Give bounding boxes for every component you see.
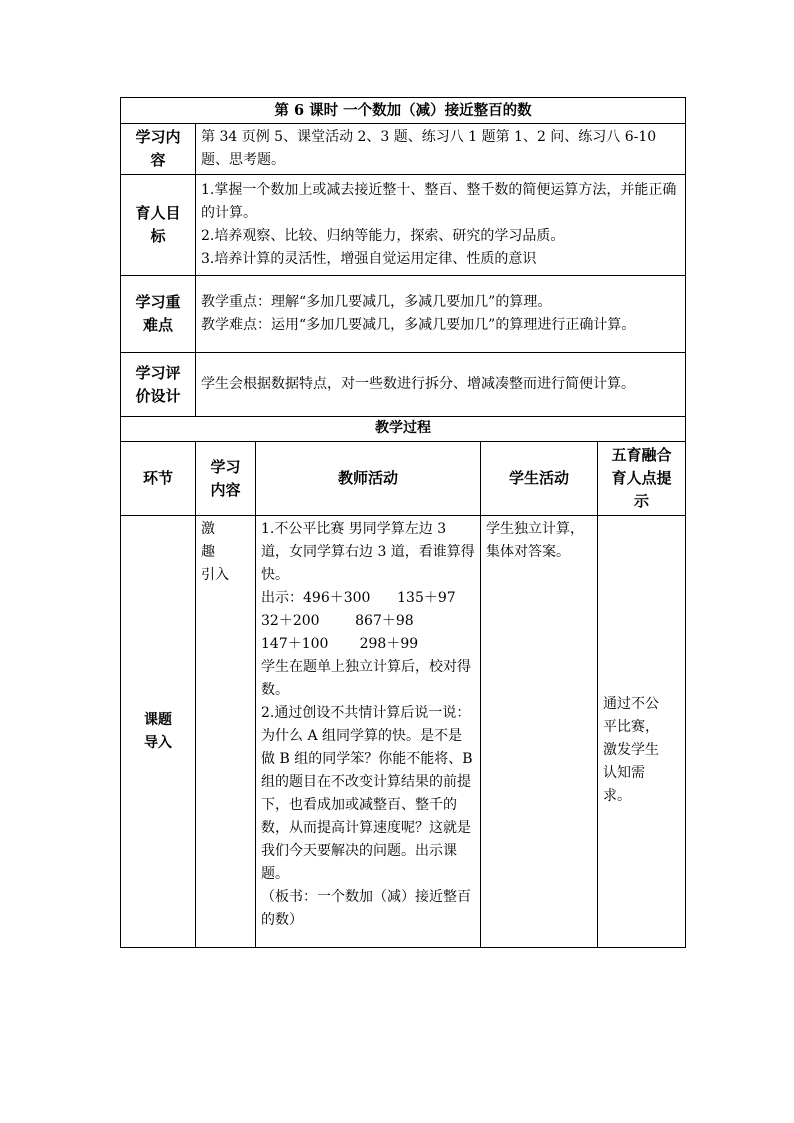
tip-line: 认知需 bbox=[603, 765, 645, 781]
teacher-paragraph: 2.通过创设不共情计算后说一说：为什么 A 组同学算的快。是不是做 B 组的同学笨？你能不能将、B 组的题目在不改变计算结果的前提下，也看成加或减整百、整千的数，从而提高计算速度呢？这就是我们今天要解决的问题。出示课题。 bbox=[261, 705, 473, 882]
teacher-paragraph: 学生在题单上独立计算后，校对得数。 bbox=[261, 659, 471, 698]
col-header-line: 学习 bbox=[210, 457, 241, 476]
info-content bbox=[196, 353, 686, 417]
info-row-evaluation bbox=[121, 353, 686, 417]
info-paragraph: 学生会根据数据特点，对一些数进行拆分、增减凑整而进行简便计算。 bbox=[201, 376, 635, 392]
info-paragraph: 教学重点：理解“多加几要减几，多减几要加几”的算理。 bbox=[201, 294, 552, 310]
info-label-line: 价设计 bbox=[135, 386, 181, 405]
stage-line: 课题 bbox=[144, 711, 172, 728]
col-header-student: 学生活动 bbox=[481, 442, 598, 516]
info-content bbox=[196, 175, 686, 276]
col-header-line: 内容 bbox=[210, 480, 241, 499]
tip-line: 求。 bbox=[603, 788, 631, 804]
info-content bbox=[196, 124, 686, 175]
tip-line: 平比赛， bbox=[603, 719, 659, 735]
teacher-paragraph: 1.不公平比赛 男同学算左边 3 道，女同学算右边 3 道，看谁算得快。 bbox=[261, 521, 475, 583]
title-row bbox=[121, 98, 686, 124]
info-label-line: 难点 bbox=[142, 316, 173, 334]
col-header-line: 育人点提 bbox=[611, 469, 672, 487]
lesson-title: 第 6 课时 一个数加（减）接近整百的数 bbox=[121, 98, 686, 124]
col-header-line: 五育融合 bbox=[611, 446, 672, 464]
info-label-line: 标 bbox=[150, 227, 166, 245]
col-header-topic bbox=[196, 442, 256, 516]
process-stage bbox=[121, 516, 196, 948]
info-paragraph: 第 34 页例 5、课堂活动 2、3 题、练习八 1 题第 1、2 问、练习八 6-10 题、思考题。 bbox=[201, 129, 657, 168]
info-label-line: 学习评 bbox=[135, 363, 181, 382]
info-paragraph: 1.掌握一个数加上或减去接近整十、整百、整千数的简便运算方法，并能正确的计算。 bbox=[201, 182, 677, 221]
process-header-row bbox=[121, 442, 686, 516]
student-activity bbox=[481, 516, 598, 948]
info-content bbox=[196, 276, 686, 353]
col-header-stage: 环节 bbox=[121, 442, 196, 516]
info-paragraph: 2.培养观察、比较、归纳等能力，探索、研究的学习品质。 bbox=[201, 228, 565, 244]
process-section-row bbox=[121, 417, 686, 442]
info-row-goals bbox=[121, 175, 686, 276]
info-paragraph: 教学难点：运用“多加几要减几，多减几要加几”的算理进行正确计算。 bbox=[201, 317, 636, 333]
col-header-tips bbox=[598, 442, 686, 516]
topic-line: 激趣 bbox=[201, 521, 231, 560]
topic-line: 引入 bbox=[201, 567, 229, 583]
info-row-key-points bbox=[121, 276, 686, 353]
teacher-activity bbox=[256, 516, 481, 948]
col-header-teacher: 教师活动 bbox=[256, 442, 481, 516]
info-label bbox=[121, 353, 196, 417]
info-label-line: 学习内 bbox=[135, 128, 181, 146]
education-tip bbox=[598, 516, 686, 948]
process-topic bbox=[196, 516, 256, 948]
info-row-learning-content bbox=[121, 124, 686, 175]
student-paragraph: 学生独立计算，集体对答案。 bbox=[486, 521, 584, 560]
info-label-line: 育人目 bbox=[135, 204, 181, 222]
info-paragraph: 3.培养计算的灵活性，增强自觉运用定律、性质的意识 bbox=[201, 251, 537, 267]
tip-line: 激发学生 bbox=[603, 742, 659, 758]
calc-line: 32＋200 867＋98 bbox=[261, 613, 414, 629]
calc-line: 出示：496＋300 135＋97 bbox=[261, 590, 456, 606]
process-row bbox=[121, 516, 686, 948]
col-header-line: 示 bbox=[634, 492, 650, 510]
tip-line: 通过不公 bbox=[603, 696, 659, 712]
stage-line: 导入 bbox=[144, 734, 172, 751]
info-label bbox=[121, 175, 196, 276]
info-label-line: 容 bbox=[150, 151, 166, 169]
process-section-title: 教学过程 bbox=[121, 417, 686, 442]
info-label bbox=[121, 124, 196, 175]
teacher-paragraph: （板书：一个数加（减）接近整百的数） bbox=[261, 889, 471, 928]
lesson-plan-table bbox=[120, 97, 686, 948]
calc-line: 147＋100 298＋99 bbox=[261, 636, 419, 652]
info-label-line: 学习重 bbox=[135, 293, 181, 311]
info-label bbox=[121, 276, 196, 353]
